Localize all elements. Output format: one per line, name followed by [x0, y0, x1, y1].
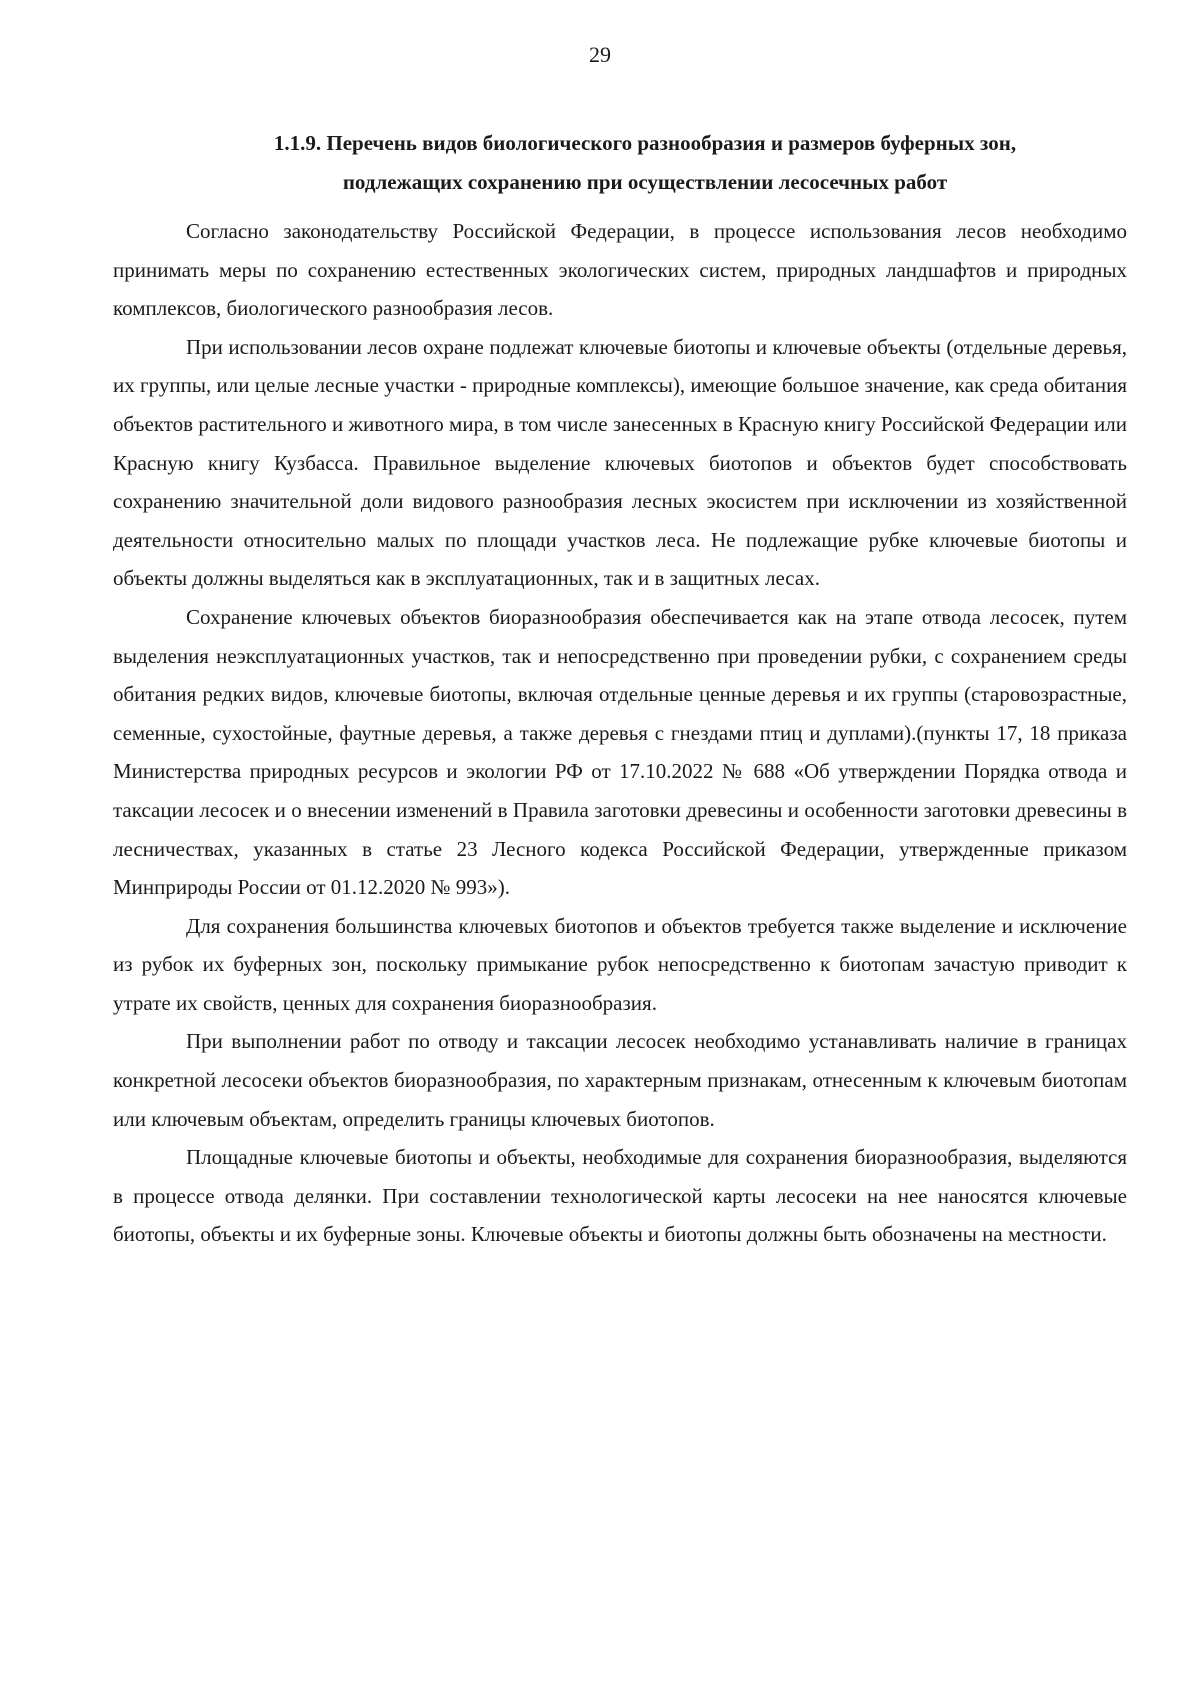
paragraph: Площадные ключевые биотопы и объекты, необходимые для сохранения биоразнообразия, выделяются в процессе отвода делянки. При составлении технологической карты лесосеки на нее наносятся ключевые биотопы, объекты и их буферные зоны. Ключевые объекты и биотопы должны быть обозначены на местности.	[113, 1145, 1127, 1247]
section-heading	[160, 124, 1130, 202]
paragraph: При использовании лесов охране подлежат ключевые биотопы и ключевые объекты (отдельные деревья, их группы, или целые лесные участки - природные комплексы), имеющие большое значение, как среда обитания объектов растительного и животного мира, в том числе занесенных в Красную книгу Российской Федерации или Красную книгу Кузбасса. Правильное выделение ключевых биотопов и объектов будет способствовать сохранению значительной доли видового разнообразия лесных экосистем при исключении из хозяйственной деятельности относительно малых по площади участков леса. Не подлежащие рубке ключевые биотопы и объекты должны выделяться как в эксплуатационных, так и в защитных лесах.	[113, 334, 1127, 591]
paragraph: Для сохранения большинства ключевых биотопов и объектов требуется также выделение и исключение из рубок их буферных зон, поскольку примыкание рубок непосредственно к биотопам зачастую приводит к утрате их свойств, ценных для сохранения биоразнообразия.	[113, 913, 1127, 1015]
body-text	[113, 212, 1127, 1254]
section-heading-line-2: подлежащих сохранению при осуществлении лесосечных работ	[342, 170, 948, 194]
page-number: 29	[589, 42, 611, 67]
paragraph: Сохранение ключевых объектов биоразнообразия обеспечивается как на этапе отвода лесосек, путем выделения неэксплуатационных участков, так и непосредственно при проведении рубки, с сохранением среды обитания редких видов, ключевые биотопы, включая отдельные ценные деревья и их группы (старовозрастные, семенные, сухостойные, фаутные деревья, а также деревья с гнездами птиц и дуплами).(пункты 17, 18 приказа Министерства природных ресурсов и экологии РФ от 17.10.2022 № 688 «Об утверждении Порядка отвода и таксации лесосек и о внесении изменений в Правила заготовки древесины и особенности заготовки древесины в лесничествах, указанных в статье 23 Лесного кодекса Российской Федерации, утвержденные приказом Минприроды России от 01.12.2020 № 993»).	[113, 604, 1127, 900]
paragraph: Согласно законодательству Российской Федерации, в процессе использования лесов необходимо принимать меры по сохранению естественных экологических систем, природных ландшафтов и природных комплексов, биологического разнообразия лесов.	[113, 219, 1127, 321]
section-heading-line-1: 1.1.9. Перечень видов биологического разнообразия и размеров буферных зон,	[273, 131, 1017, 155]
paragraph: При выполнении работ по отводу и таксации лесосек необходимо устанавливать наличие в границах конкретной лесосеки объектов биоразнообразия, по характерным признакам, отнесенным к ключевым биотопам или ключевым объектам, определить границы ключевых биотопов.	[113, 1029, 1127, 1131]
